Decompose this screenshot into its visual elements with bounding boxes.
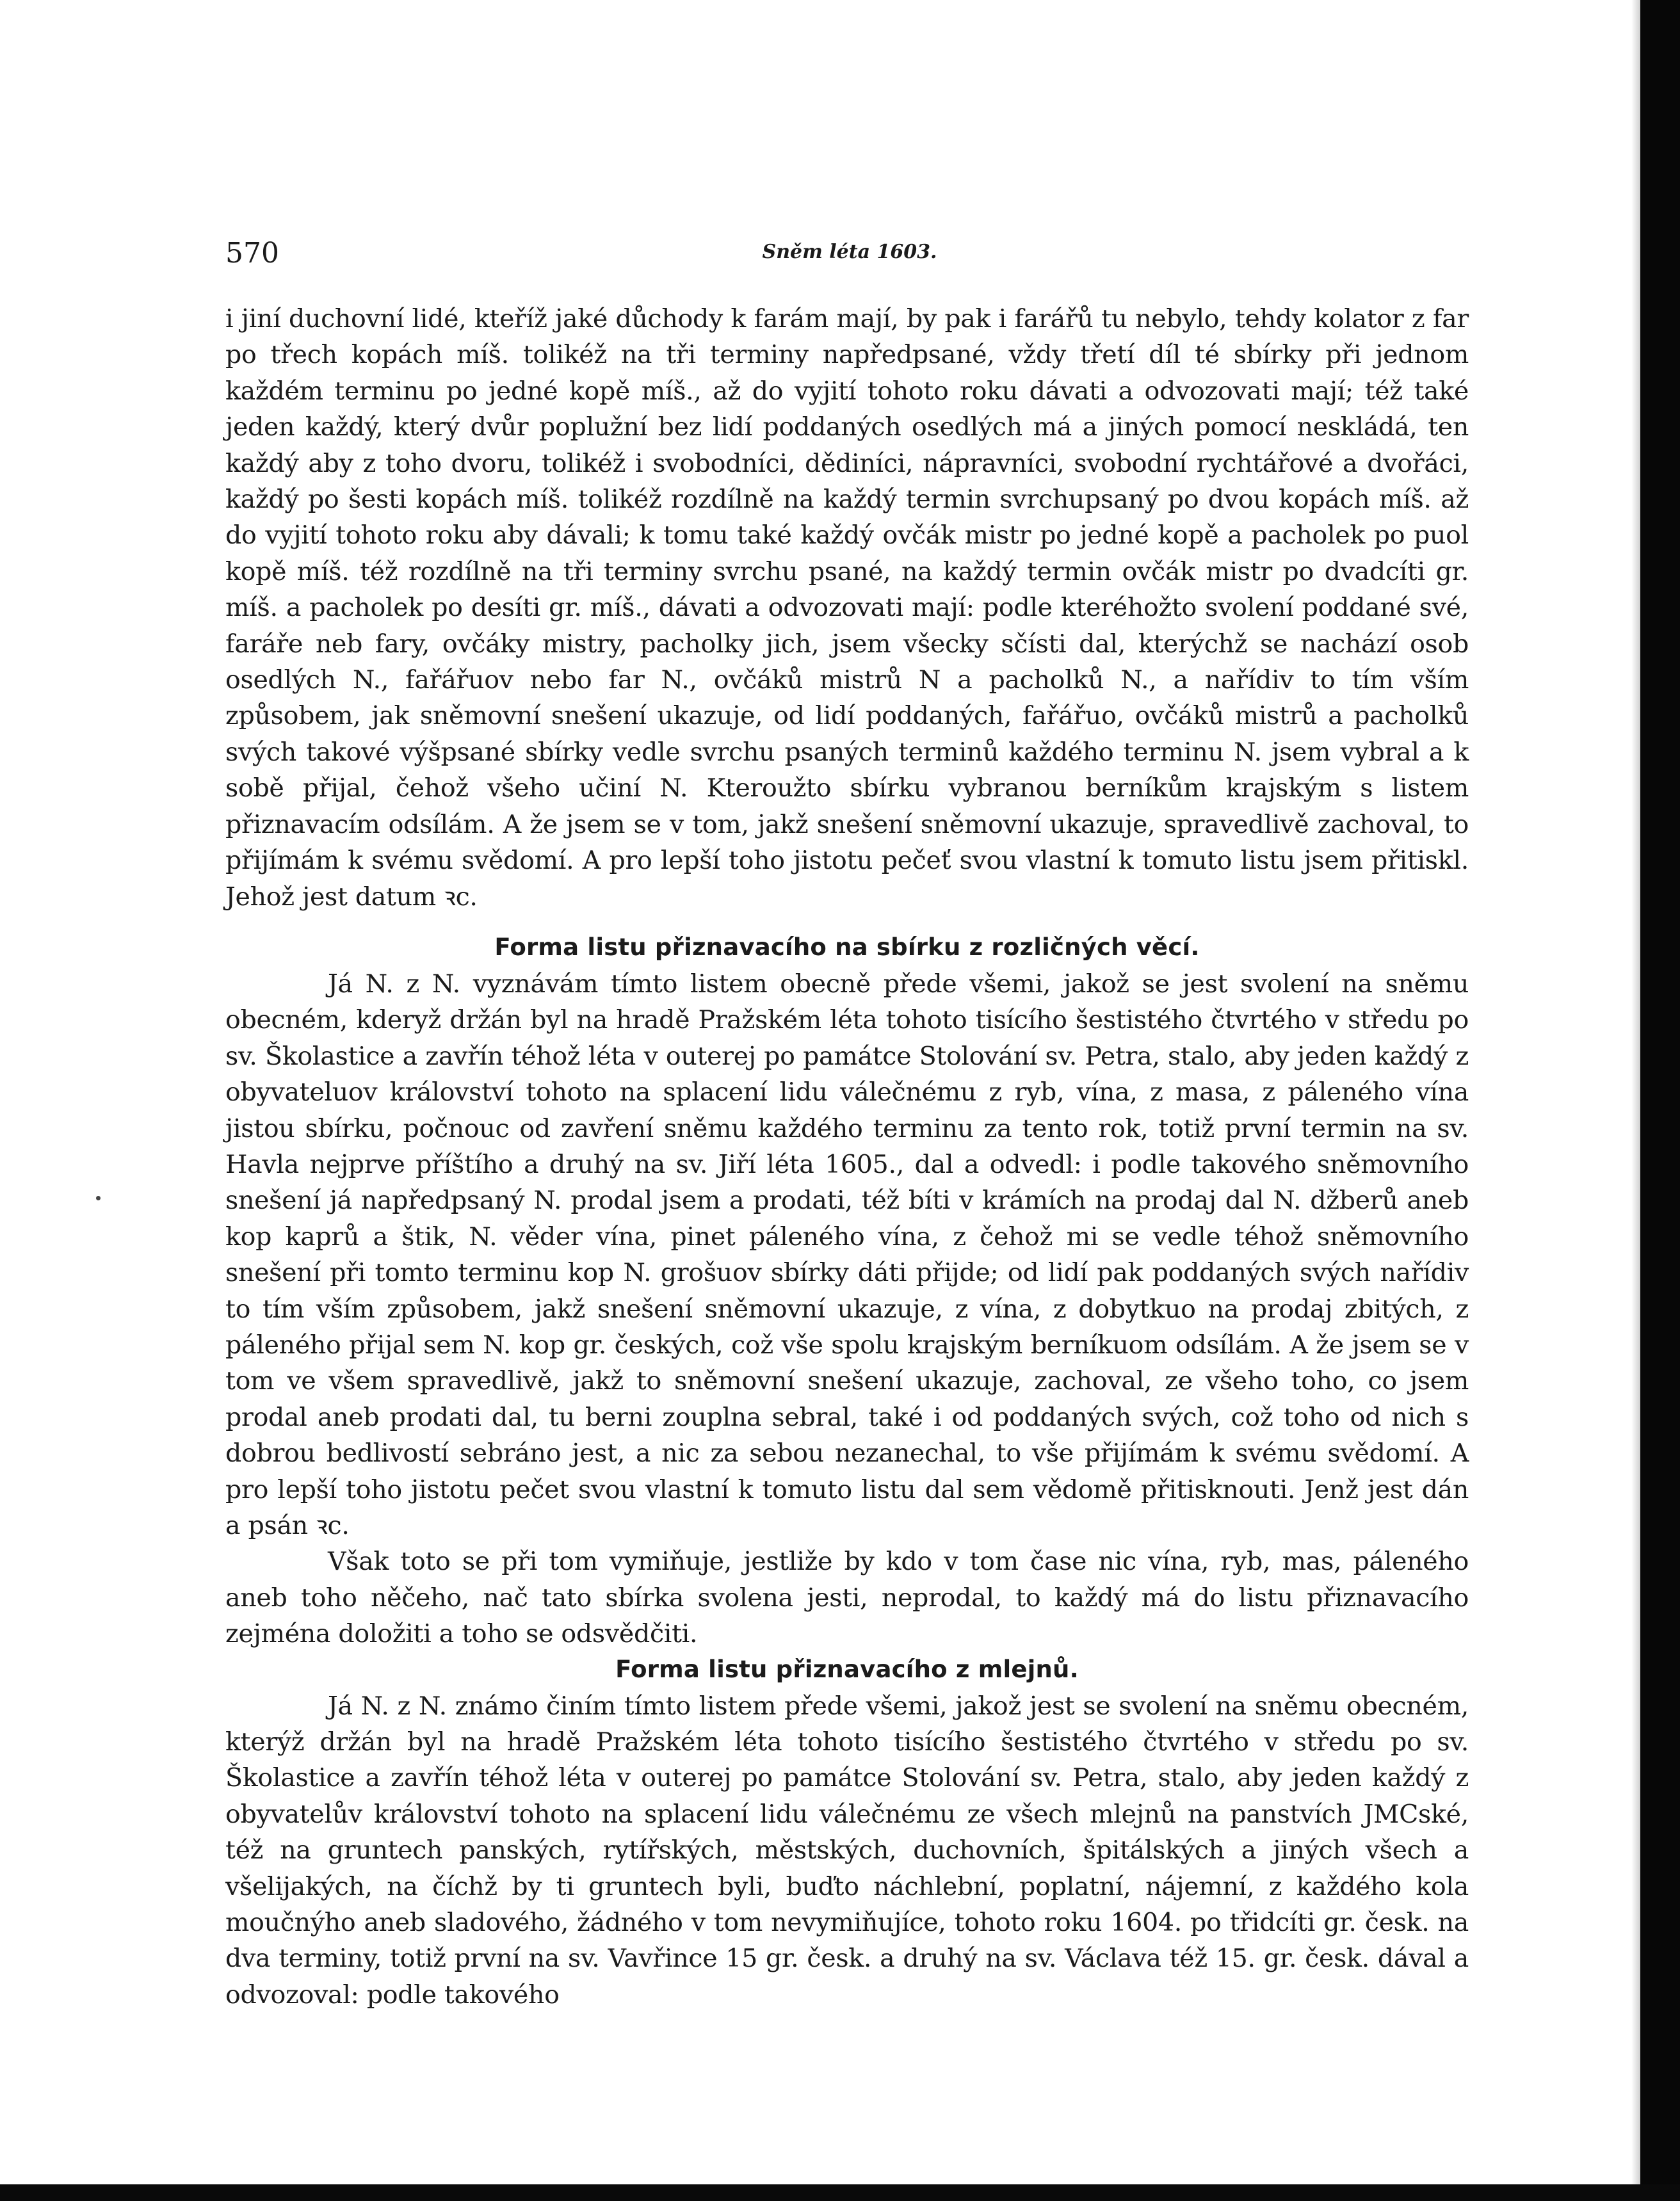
section-heading-mills: Forma listu přiznavacího z mlejnů. <box>615 1655 1079 1683</box>
page-header <box>225 237 1474 275</box>
paragraph-continuation: i jiní duchovní lidé, kteříž jaké důchody k farám mají, by pak i farářů tu nebylo, tehdy kolator z far po třech kopách míš. tolikéž na tři terminy napředpsané, vždy třetí díl té sbírky při jednom každém terminu po jedné kopě míš., až do vyjití tohoto roku dávati a odvozovati mají; též také jeden každý, který dvůr poplužní bez lidí poddaných osedlých má a jiných pomocí neskládá, ten každý aby z toho dvoru, tolikéž i svobodníci, dědiníci, nápravníci, svobodní rychtářové a dvořáci, každý po šesti kopách míš. tolikéž rozdílně na každý termin svrchupsaný po dvou kopách míš. až do vyjití tohoto roku aby dávali; k tomu také každý ovčák mistr po jedné kopě a pacholek po puol kopě míš. též rozdílně na tři terminy svrchu psané, na každý termin ovčák mistr po dvadcíti gr. míš. a pacholek po desíti gr. míš., dávati a odvozovati mají: podle kteréhožto svolení poddané své, faráře neb fary, ovčáky mistry, pacholky jich, jsem všecky sčísti dal, kterýchž se nachází osob osedlých N., fařářuov nebo far N., ovčáků mistrů N a pacholků N., a nařídiv to tím vším způsobem, jak sněmovní snešení ukazuje, od lidí poddaných, fařářuo, ovčáků mistrů a pacholků svých takové výšpsané sbírky vedle svrchu psaných terminů každého terminu N. jsem vybral a k sobě přijal, čehož všeho učiní N. Kteroužto sbírku vybranou berníkům krajským s listem přiznavacím odsílám. A že jsem se v tom, jakž snešení sněmovní ukazuje, spravedlivě zachoval, to přijímám k svému svědomí. A pro lepší toho jistotu pečeť svou vlastní k tomuto listu jsem přitiskl. Jehož jest datum ꝛc. <box>225 304 1469 912</box>
margin-speck <box>96 1196 101 1200</box>
page-body <box>225 301 1469 2013</box>
page-number: 570 <box>225 237 279 270</box>
paragraph-exception-note: Však toto se při tom vymiňuje, jestliže by kdo v tom čase nic vína, ryb, mas, páleného aneb toho něčeho, nač tato sbírka svolena jesti, neprodal, to každý má do listu přiznavacího zejména doložiti a toho se odsvědčiti. <box>225 1547 1469 1649</box>
paragraph-declaration-goods: Já N. z N. vyznávám tímto listem obecně přede všemi, jakož se jest svolení na sněmu obecném, kderyž držán byl na hradě Pražském léta tohoto tisícího šestistého čtvrtého v středu po sv. Školastice a zavřín téhož léta v outerej po památce Stolování sv. Petra, stalo, aby jeden každý z obyvateluov království tohoto na splacení lidu válečnému z ryb, vína, z masa, z páleného vína jistou sbírku, počnouc od zavření sněmu každého terminu za tento rok, totiž první termin na sv. Havla nejprve příštího a druhý na sv. Jiří léta 1605., dal a odvedl: i podle takového sněmovního snešení já napředpsaný N. prodal jsem a prodati, též bíti v krámích na prodaj dal N. džberů aneb kop kaprů a štik, N. věder vína, pinet páleného vína, z čehož mi se vedle téhož sněmovního snešení při tomto terminu kop N. grošuov sbírky dáti přijde; od lidí pak poddaných svých nařídiv to tím vším způsobem, jakž snešení sněmovní ukazuje, z vína, z dobytkuo na prodaj zbitých, z páleného přijal sem N. kop gr. českých, což vše spolu krajským berníkuom odsílám. A že jsem se v tom ve všem spravedlivě, jakž to sněmovní snešení ukazuje, zachoval, ze všeho toho, co jsem prodal aneb prodati dal, tu berni zouplna sebral, také i od poddaných svých, což toho od nich s dobrou bedlivostí sebráno jest, a nic za sebou nezanechal, to vše přijímám k svému svědomí. A pro lepší toho jistotu pečet svou vlastní k tomuto listu dal sem vědomě přitisknouti. Jenž jest dán a psán ꝛc. <box>225 969 1469 1540</box>
page-edge-shadow <box>1631 0 1640 2201</box>
scan-border-right <box>1640 0 1680 2201</box>
section-heading-various-goods: Forma listu přiznavacího na sbírku z rozličných věcí. <box>494 933 1200 961</box>
running-title: Sněm léta 1603. <box>762 241 937 263</box>
scan-border-bottom <box>0 2184 1680 2201</box>
paragraph-declaration-mills: Já N. z N. známo činím tímto listem přede všemi, jakož jest se svolení na sněmu obecném, kterýž držán byl na hradě Pražském léta tohoto tisícího šestistého čtvrtého v středu po sv. Školastice a zavřín téhož léta v outerej po památce Stolování sv. Petra, stalo, aby jeden každý z obyvatelův království tohoto na splacení lidu válečnému ze všech mlejnů na panstvích JMCské, též na gruntech panských, rytířských, městských, duchovních, špitálských a jiných všech a všelijakých, na číchž by ti gruntech byli, buďto náchlební, poplatní, nájemní, z každého kola moučnýho aneb sladového, žádného v tom nevymiňujíce, tohoto roku 1604. po třidcíti gr. česk. na dva terminy, totiž první na sv. Vavřince 15 gr. česk. a druhý na sv. Václava též 15. gr. česk. dával a odvozoval: podle takového <box>225 1691 1469 2010</box>
